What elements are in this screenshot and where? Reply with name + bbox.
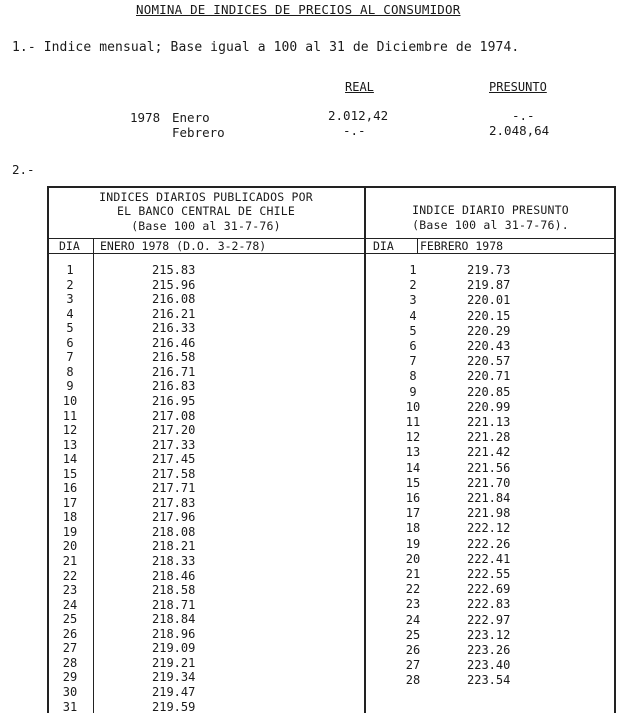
febrero-row-day: 23: [405, 597, 421, 612]
enero-row-value: 219.09: [152, 641, 196, 656]
enero-row-day: 11: [62, 408, 78, 423]
left-header-line-2: EL BANCO CENTRAL DE CHILE: [116, 204, 296, 218]
section-2-label: 2.-: [12, 162, 35, 177]
febrero-row-value: 223.26: [467, 643, 511, 657]
left-col-dia: DIA: [59, 239, 80, 253]
febrero-row-value: 221.84: [467, 491, 511, 505]
daily-index-table: [47, 186, 616, 713]
enero-row-day: 17: [62, 495, 78, 510]
febrero-row-value: 221.56: [467, 460, 511, 475]
enero-row-value: 218.08: [152, 524, 196, 539]
febrero-row-value: 223.40: [467, 658, 511, 673]
febrero-row-day: 14: [405, 460, 421, 475]
section-1-label: 1.- Indice mensual; Base igual a 100 al 31 de Diciembre de 1974.: [12, 40, 520, 55]
row-month-febrero: Febrero: [172, 125, 225, 140]
subheader-divider: [47, 253, 616, 254]
enero-row-value: 219.59: [152, 699, 196, 714]
enero-row-day: 4: [66, 306, 74, 321]
right-col-dia: DIA: [373, 239, 394, 253]
febrero-row-day: 16: [405, 491, 421, 505]
febrero-row-value: 222.69: [467, 582, 511, 597]
row-year: 1978: [130, 110, 161, 125]
enero-row-value: 215.83: [152, 263, 196, 277]
enero-row-day: 8: [66, 364, 74, 379]
enero-row-day: 21: [62, 554, 78, 568]
enero-row-value: 217.20: [152, 423, 196, 438]
enero-row-day: 14: [62, 452, 78, 467]
enero-row-value: 217.96: [152, 510, 196, 525]
febrero-row-day: 17: [405, 506, 421, 521]
febrero-row-day: 9: [409, 384, 417, 399]
febrero-row-value: 219.87: [467, 278, 511, 293]
enero-row-value: 216.71: [152, 364, 196, 379]
febrero-row-day: 26: [405, 643, 421, 657]
enero-row-value: 216.83: [152, 379, 196, 394]
enero-row-value: 215.96: [152, 277, 196, 292]
enero-row-value: 219.47: [152, 684, 196, 699]
febrero-row-value: 220.43: [467, 339, 511, 353]
febrero-row-day: 6: [409, 339, 417, 353]
enero-row-day: 27: [62, 641, 78, 656]
febrero-row-value: 220.85: [467, 384, 511, 399]
enero-row-value: 218.71: [152, 597, 196, 612]
febrero-row-value: 222.55: [467, 567, 511, 581]
febrero-row-day: 8: [409, 369, 417, 384]
enero-row-value: 216.08: [152, 292, 196, 307]
febrero-row-value: 220.15: [467, 308, 511, 323]
enero-row-day: 26: [62, 626, 78, 641]
febrero-row-value: 221.13: [467, 415, 511, 429]
enero-row-value: 218.96: [152, 626, 196, 641]
enero-row-day: 10: [62, 393, 78, 408]
enero-row-day: 9: [66, 379, 74, 394]
febrero-row-value: 220.71: [467, 369, 511, 384]
febrero-row-day: 25: [405, 627, 421, 642]
document-title: NOMINA DE INDICES DE PRECIOS AL CONSUMIDOR: [136, 2, 461, 17]
enero-row-day: 3: [66, 292, 74, 307]
table-right-border: [614, 186, 616, 713]
enero-row-day: 6: [66, 335, 74, 350]
table-left-border: [47, 186, 49, 713]
febrero-row-day: 13: [405, 445, 421, 460]
febrero-row-day: 18: [405, 521, 421, 536]
enero-row-day: 12: [62, 423, 78, 438]
row-month-enero: Enero: [172, 110, 210, 125]
febrero-row-day: 1: [409, 263, 417, 277]
enero-row-value: 217.83: [152, 495, 196, 510]
enero-row-value: 216.21: [152, 306, 196, 321]
febrero-row-value: 222.83: [467, 597, 511, 612]
right-col-month: FEBRERO 1978: [420, 239, 504, 253]
left-header-line-3: (Base 100 al 31-7-76): [131, 219, 281, 233]
enero-row-value: 217.33: [152, 437, 196, 452]
enero-row-day: 16: [62, 481, 78, 496]
enero-row-day: 13: [62, 437, 78, 452]
col-header-real: REAL: [345, 80, 374, 94]
left-col-month: ENERO 1978 (D.O. 3-2-78): [100, 239, 267, 253]
left-header-line-1: INDICES DIARIOS PUBLICADOS POR: [99, 190, 313, 204]
febrero-row-day: 24: [405, 612, 421, 627]
febrero-row-day: 20: [405, 551, 421, 566]
febrero-row-day: 4: [409, 308, 417, 323]
enero-row-value: 216.46: [152, 335, 196, 350]
enero-row-day: 2: [66, 277, 74, 292]
febrero-row-day: 2: [409, 278, 417, 293]
febrero-row-value: 221.98: [467, 506, 511, 521]
row-enero-presunto: -.-: [512, 108, 535, 123]
table-top-border: [47, 186, 616, 188]
left-dia-divider: [93, 238, 94, 713]
febrero-row-value: 219.73: [467, 263, 511, 277]
row-enero-real: 2.012,42: [328, 108, 389, 123]
enero-row-value: 219.21: [152, 655, 196, 670]
febrero-row-day: 28: [405, 673, 421, 688]
enero-row-day: 20: [62, 539, 78, 554]
febrero-row-day: 10: [405, 399, 421, 414]
table-center-divider: [364, 186, 366, 713]
enero-row-value: 217.58: [152, 466, 196, 481]
febrero-row-day: 3: [409, 293, 417, 308]
febrero-row-value: 223.12: [467, 627, 511, 642]
enero-row-value: 217.08: [152, 408, 196, 423]
febrero-row-day: 7: [409, 354, 417, 369]
febrero-row-value: 221.70: [467, 475, 511, 490]
febrero-row-value: 223.54: [467, 673, 511, 688]
enero-row-value: 218.84: [152, 612, 196, 627]
enero-row-value: 218.58: [152, 583, 196, 598]
febrero-row-value: 222.26: [467, 536, 511, 551]
enero-row-day: 29: [62, 670, 78, 685]
febrero-row-day: 27: [405, 658, 421, 673]
febrero-row-value: 220.29: [467, 323, 511, 338]
febrero-row-value: 222.12: [467, 521, 511, 536]
row-febrero-real: -.-: [343, 123, 366, 138]
enero-row-day: 28: [62, 655, 78, 670]
febrero-row-value: 220.57: [467, 354, 511, 369]
enero-row-day: 1: [66, 263, 74, 277]
febrero-row-value: 222.97: [467, 612, 511, 627]
enero-row-day: 19: [62, 524, 78, 539]
right-dia-divider: [417, 238, 418, 254]
enero-row-value: 216.58: [152, 350, 196, 365]
enero-row-day: 25: [62, 612, 78, 627]
enero-row-day: 24: [62, 597, 78, 612]
febrero-row-value: 222.41: [467, 551, 511, 566]
enero-row-value: 216.95: [152, 393, 196, 408]
right-header-line-2: (Base 100 al 31-7-76).: [412, 218, 569, 232]
enero-row-value: 217.71: [152, 481, 196, 496]
enero-row-value: 218.21: [152, 539, 196, 554]
febrero-row-day: 21: [405, 567, 421, 581]
febrero-row-value: 220.01: [467, 293, 511, 308]
febrero-row-day: 5: [409, 323, 417, 338]
col-header-presunto: PRESUNTO: [489, 80, 547, 94]
enero-row-day: 18: [62, 510, 78, 525]
enero-row-value: 217.45: [152, 452, 196, 467]
enero-row-day: 7: [66, 350, 74, 365]
febrero-row-day: 12: [405, 430, 421, 445]
enero-row-day: 15: [62, 466, 78, 481]
febrero-row-day: 22: [405, 582, 421, 597]
febrero-row-value: 221.42: [467, 445, 511, 460]
row-febrero-presunto: 2.048,64: [489, 123, 550, 138]
enero-row-day: 5: [66, 321, 74, 336]
enero-row-value: 219.34: [152, 670, 196, 685]
enero-row-day: 31: [62, 699, 78, 714]
enero-row-value: 218.33: [152, 554, 196, 568]
right-header-line-1: INDICE DIARIO PRESUNTO: [412, 203, 569, 217]
enero-row-day: 23: [62, 583, 78, 598]
febrero-row-value: 220.99: [467, 399, 511, 414]
febrero-row-day: 11: [405, 415, 421, 429]
febrero-row-value: 221.28: [467, 430, 511, 445]
febrero-row-day: 19: [405, 536, 421, 551]
enero-row-value: 218.46: [152, 568, 196, 583]
febrero-row-day: 15: [405, 475, 421, 490]
enero-row-day: 30: [62, 684, 78, 699]
enero-row-day: 22: [62, 568, 78, 583]
enero-row-value: 216.33: [152, 321, 196, 336]
